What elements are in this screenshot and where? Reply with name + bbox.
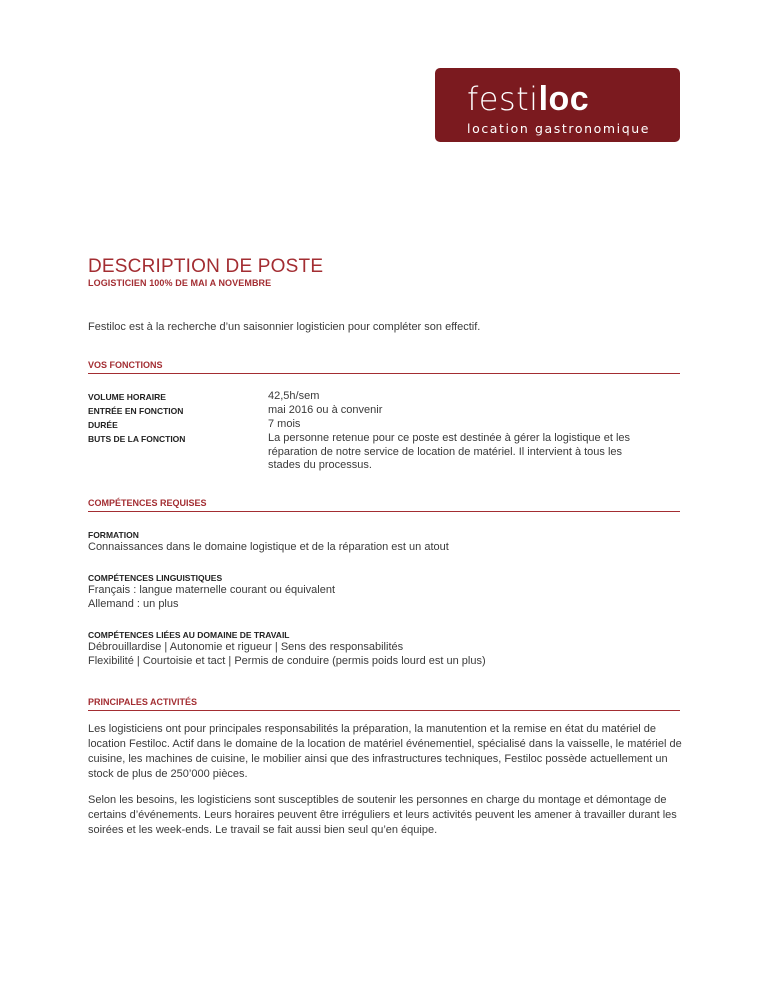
label-buts-fonction: BUTS DE LA FONCTION [88, 434, 186, 444]
value-volume-horaire: 42,5h/sem [268, 390, 320, 402]
value-buts-fonction: La personne retenue pour ce poste est destinée à gérer la logistique et les réparation de notre service de location de matériel. Il intervient à tous les stades du processus. [268, 432, 631, 471]
travail-line-2: Flexibilité | Courtoisie et tact | Permis de conduire (permis poids lourd est un plus) [88, 655, 486, 667]
travail-line-1: Débrouillardise | Autonomie et rigueur | Sens des responsabilités [88, 641, 404, 653]
label-duree: DURÉE [88, 420, 118, 430]
label-volume-horaire: VOLUME HORAIRE [88, 392, 166, 402]
activites-paragraph-2: Selon les besoins, les logisticiens sont susceptibles de soutenir les personnes en charge du montage et démontage de certains d’événements. Leurs horaires peuvent être irréguliers et leurs activités peuvent les amener à travailler durant les soirées et les week-ends. Le travail se fait aussi bien seul qu’en équipe. [88, 794, 677, 836]
section-heading-activites: PRINCIPALES ACTIVITÉS [88, 697, 680, 711]
logo-tagline: location gastronomique [467, 121, 651, 136]
linguistiques-line-1: Français : langue maternelle courant ou équivalent [88, 584, 336, 596]
formation-heading: FORMATION [88, 530, 139, 540]
logo-word-bold: loc [538, 80, 590, 118]
linguistiques-heading: COMPÉTENCES LINGUISTIQUES [88, 573, 223, 583]
logo-word-light: festi [467, 80, 539, 118]
logo-wordmark [467, 82, 680, 116]
page-title: DESCRIPTION DE POSTE [88, 256, 324, 277]
festiloc-logo [435, 68, 680, 142]
activites-paragraph-1: Les logisticiens ont pour principales responsabilités la préparation, la manutention et la remise en état du matériel de location Festiloc. Actif dans le domaine de la location de matériel événementiel, spécialisé dans la vaisselle, le matériel de cuisine, les machines de cuisine, le mobilier ainsi que des infrastructures techniques, Festiloc possède actuellement un stock de plus de 250’000 pièces. [88, 723, 682, 780]
value-duree: 7 mois [268, 418, 301, 430]
page-subtitle: LOGISTICIEN 100% DE MAI A NOVEMBRE [88, 278, 272, 288]
travail-heading: COMPÉTENCES LIÉES AU DOMAINE DE TRAVAIL [88, 630, 290, 640]
linguistiques-line-2: Allemand : un plus [88, 598, 179, 610]
formation-line: Connaissances dans le domaine logistique et de la réparation est un atout [88, 541, 449, 553]
section-heading-competences: COMPÉTENCES REQUISES [88, 498, 680, 512]
intro-text: Festiloc est à la recherche d’un saisonnier logisticien pour compléter son effectif. [88, 321, 481, 333]
label-entree-fonction: ENTRÉE EN FONCTION [88, 406, 184, 416]
value-entree-fonction: mai 2016 ou à convenir [268, 404, 383, 416]
section-heading-fonctions: VOS FONCTIONS [88, 360, 680, 374]
